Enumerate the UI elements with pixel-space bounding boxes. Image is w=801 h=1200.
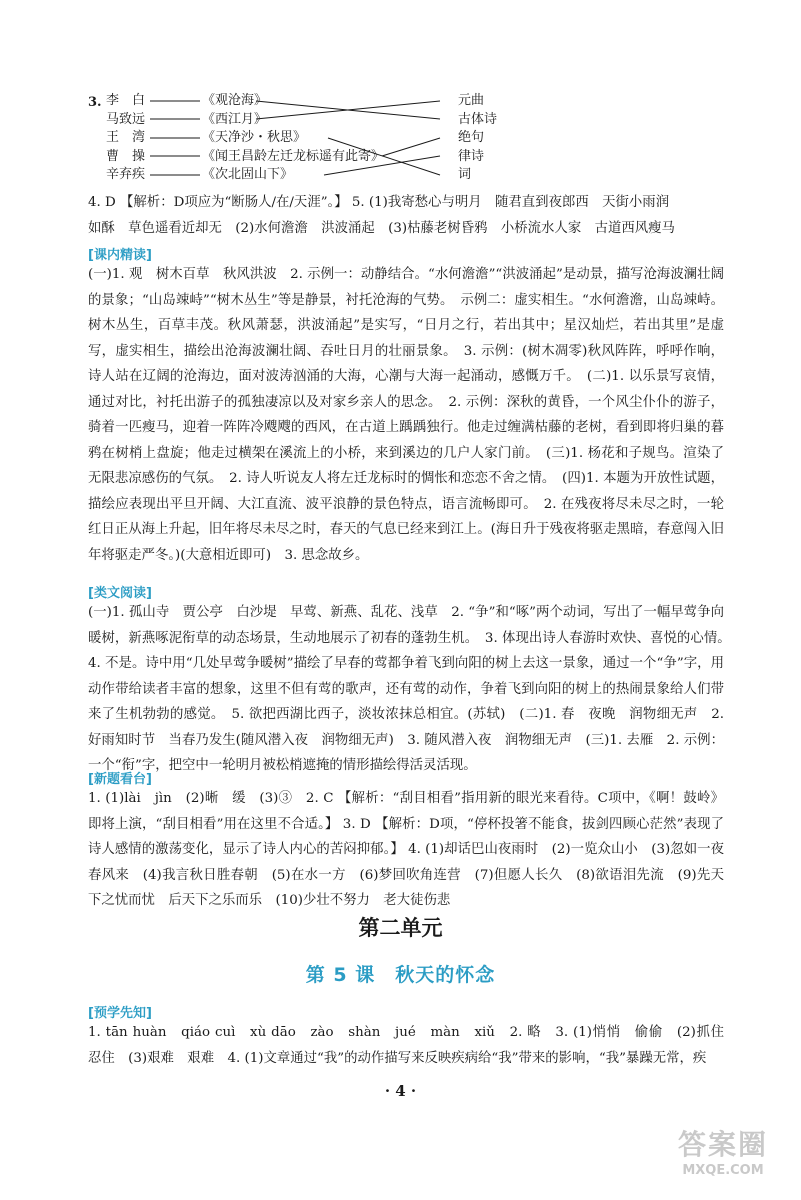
work-item: 《观沧海》 <box>202 93 268 108</box>
yuxue-answers: 1. tān huàn qiáo cuì xù dāo zào shàn jué màn xiǔ 2. 略 3. (1)悄悄 偷偷 (2)抓住 忍住 (3)艰难 艰难 4. (1)文章通过“我”的动作描写来反映疾病给“我”带来的影响，“我”暴躁无常，疾 <box>88 1025 738 1066</box>
answers-q4-q5 <box>88 190 724 241</box>
kenei-answers: (一)1. 观 树木百草 秋风洪波 2. 示例一：动静结合。“水何澹澹”“洪波涌起”是动景，描写沧海波澜壮阔的景象；“山岛竦峙”“树木丛生”等是静景，衬托沧海的气势。 示例二：虚实相生。“水何澹澹，山岛竦峙。树木丛生，百草丰茂。秋风萧瑟，洪波涌起”是实写，“日月之行，若出其中；星汉灿烂，若出其里”是虚写，虚实相生，描绘出沧海波澜壮阔、吞吐日月的壮丽景象。 3. 示例：(树木凋零)秋风阵阵，呼呼作响，诗人站在辽阔的沧海边，面对波涛汹涌的大海，心潮与大海一起涌动，感慨万千。 (二)1. 以乐景写哀情，通过对比，衬托出游子的孤独凄凉以及对家乡亲人的思念。 2. 示例：深秋的黄昏，一个风尘仆仆的游子，骑着一匹瘦马，迎着一阵阵冷飕飕的西风，在古道上踽踽独行。他走过缠满枯藤的老树，看到即将归巢的暮鸦在树梢上盘旋；他走过横架在溪流上的小桥，来到溪边的几户人家门前。 (三)1. 杨花和子规鸟。渲染了无限悲凉感伤的气氛。 2. 诗人听说友人将左迁龙标时的惆怅和恋恋不舍之情。 (四)1. 本题为开放性试题，描绘应表现出平旦开阔、大江直流、波平浪静的景色特点，语言流畅即可。 2. 在残夜将尽未尽之时，一轮红日正从海上升起，旧年将尽未尽之时，春天的气息已经来到江上。(海日升于残夜将驱走黑暗，春意闯入旧年将驱走严冬。)(大意相近即可) 3. 思念故乡。 <box>88 267 724 563</box>
answer-line: 如酥 草色遥看近却无 (2)水何澹澹 洪波涌起 (3)枯藤老树昏鸦 小桥流水人家 古道西风瘦马 <box>88 220 675 236</box>
author-item: 辛弃疾 <box>106 167 146 182</box>
leiwen-answers: (一)1. 孤山寺 贾公亭 白沙堤 早莺、新燕、乱花、浅草 2. “争”和“啄”两个动词，写出了一幅早莺争向暖树，新燕啄泥衔草的动态场景，生动地展示了初春的蓬勃生机。 3. 体现出诗人春游时欢快、喜悦的心情。 4. 不是。诗中用“几处早莺争暖树”描绘了早春的莺都争着飞到向阳的树上去这一景象，通过一个“争”字，用动作带给读者丰富的想象，这里不但有莺的歌声，还有莺的动作，争着飞到向阳的树上的热闹景象给人们带来了生机勃勃的感觉。 5. 欲把西湖比西子，淡妆浓抹总相宜。(苏轼) (二)1. 春 夜晚 润物细无声 2. 好雨知时节 当春乃发生(随风潜入夜 润物细无声) 3. 随风潜入夜 润物细无声 (三)1. 去雁 2. 示例：一个“衔”字，把空中一轮明月被松梢遮掩的情形描绘得活灵活现。 <box>88 605 738 773</box>
genre-item: 元曲 <box>458 93 485 108</box>
unit-title: 第二单元 <box>358 916 443 940</box>
match-line <box>382 138 440 156</box>
question-3-number: 3. <box>88 95 102 110</box>
author-item: 李 白 <box>106 93 146 108</box>
lesson-title: 第 5 课 秋天的怀念 <box>305 964 496 986</box>
watermark-text-cn: 答案圈 <box>677 1128 768 1161</box>
author-item: 曹 操 <box>106 148 146 164</box>
genre-item: 律诗 <box>458 148 485 164</box>
matching-exercise <box>106 92 526 188</box>
genre-item: 古体诗 <box>458 111 498 127</box>
work-item: 《闻王昌龄左迁龙标遥有此寄》 <box>202 148 385 164</box>
genre-item: 绝句 <box>458 130 485 145</box>
page-number: · 4 · <box>384 1082 417 1100</box>
work-item: 《天净沙・秋思》 <box>202 130 307 145</box>
genre-item: 词 <box>458 167 472 182</box>
author-item: 马致远 <box>106 111 146 127</box>
xinti-answers: 1. (1)lài jìn (2)晰 缓 (3)③ 2. C 【解析：“刮目相看”指用新的眼光来看待。C项中，《啊！鼓岭》即将上演，“刮目相看”用在这里不合适。】 3. D 【解析：D项，“停杯投箸不能食，拔剑四顾心茫然”表现了诗人感情的激荡变化，显示了诗人内心的苦闷抑郁。】 4. (1)却话巴山夜雨时 (2)一览众山小 (3)忽如一夜春风来 (4)我言秋日胜春朝 (5)在水一方 (6)梦回吹角连营 (7)但愿人长久 (8)欲语泪先流 (9)先天下之忧而忧 后天下之乐而乐 (10)少壮不努力 老大徒伤悲 <box>88 791 724 908</box>
work-item: 《西江月》 <box>202 111 268 127</box>
section-heading-leiwen: [ 类文阅读 ] <box>88 582 152 601</box>
work-item: 《次北固山下》 <box>202 167 294 182</box>
authors-column <box>106 92 145 185</box>
watermark-text-en: MXQE.COM <box>682 1163 764 1178</box>
section-heading-xinti: [ 新题看台 ] <box>88 768 152 787</box>
section-heading-kenei: [ 课内精读 ] <box>88 244 152 263</box>
section-heading-yuxue: [ 预学先知 ] <box>88 1002 152 1021</box>
author-item: 王 湾 <box>106 130 146 145</box>
genres-column <box>458 92 497 185</box>
watermark-logo <box>663 1123 783 1178</box>
works-column <box>202 92 384 185</box>
answer-line: 4. D 【解析：D项应为“断肠人/在/天涯”。】 5. (1)我寄愁心与明月 随君直到夜郎西 天街小雨润 <box>88 195 670 210</box>
